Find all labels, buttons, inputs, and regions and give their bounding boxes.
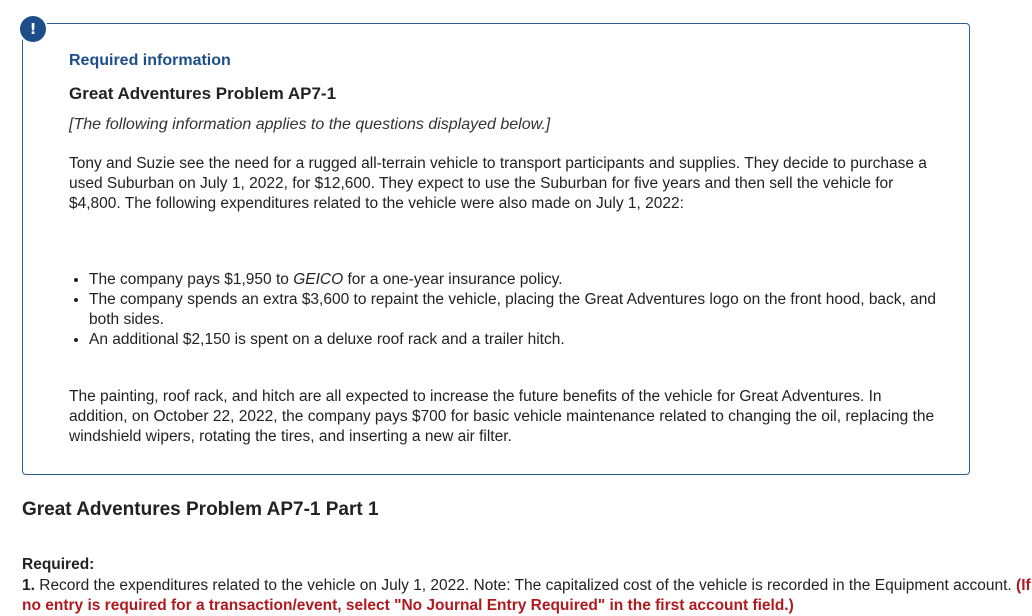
requirement-number: 1.	[22, 577, 35, 594]
required-label: Required:	[22, 556, 95, 573]
requirement-instructions	[22, 576, 1032, 616]
problem-title: Great Adventures Problem AP7-1	[69, 84, 337, 103]
scenario-paragraph: Tony and Suzie see the need for a rugged all-terrain vehicle to transport participants and supplies. They decide to purchase a used Suburban on July 1, 2022, for $12,600. They expect to use the Suburban for five years and then sell the vehicle for $4,800. The following expenditures related to the vehicle were also made on July 1, 2022:	[69, 155, 927, 212]
requirement-text: Record the expenditures related to the vehicle on July 1, 2022. Note: The capitalized cost of the vehicle is recorded in the Equipment account.	[34, 577, 1017, 594]
list-item: • The company spends an extra $3,600 to repaint the vehicle, placing the Great Adventures logo on the front hood, back, and both sides.	[89, 290, 959, 330]
alert-icon: !	[20, 16, 46, 42]
expenditure-list	[69, 270, 959, 350]
requirement-emphasis: (If no entry is required for a transaction/event, select "No Journal Entry Required" in the first account field.)	[22, 577, 1031, 614]
insurer-name: GEICO	[293, 271, 344, 288]
context-note: [The following information applies to the questions displayed below.]	[69, 116, 551, 133]
list-item: • An additional $2,150 is spent on a deluxe roof rack and a trailer hitch.	[89, 330, 959, 350]
list-item: • The company pays $1,950 to GEICO for a one-year insurance policy.	[89, 270, 959, 290]
part-title: Great Adventures Problem AP7-1 Part 1	[22, 499, 379, 520]
benefits-paragraph: The painting, roof rack, and hitch are all expected to increase the future benefits of the vehicle for Great Adventures. In addition, on October 22, 2022, the company pays $700 for basic vehicle maintenance related to changing the oil, replacing the windshield wipers, rotating the tires, and inserting a new air filter.	[69, 388, 935, 445]
required-information-heading: Required information	[69, 52, 231, 69]
